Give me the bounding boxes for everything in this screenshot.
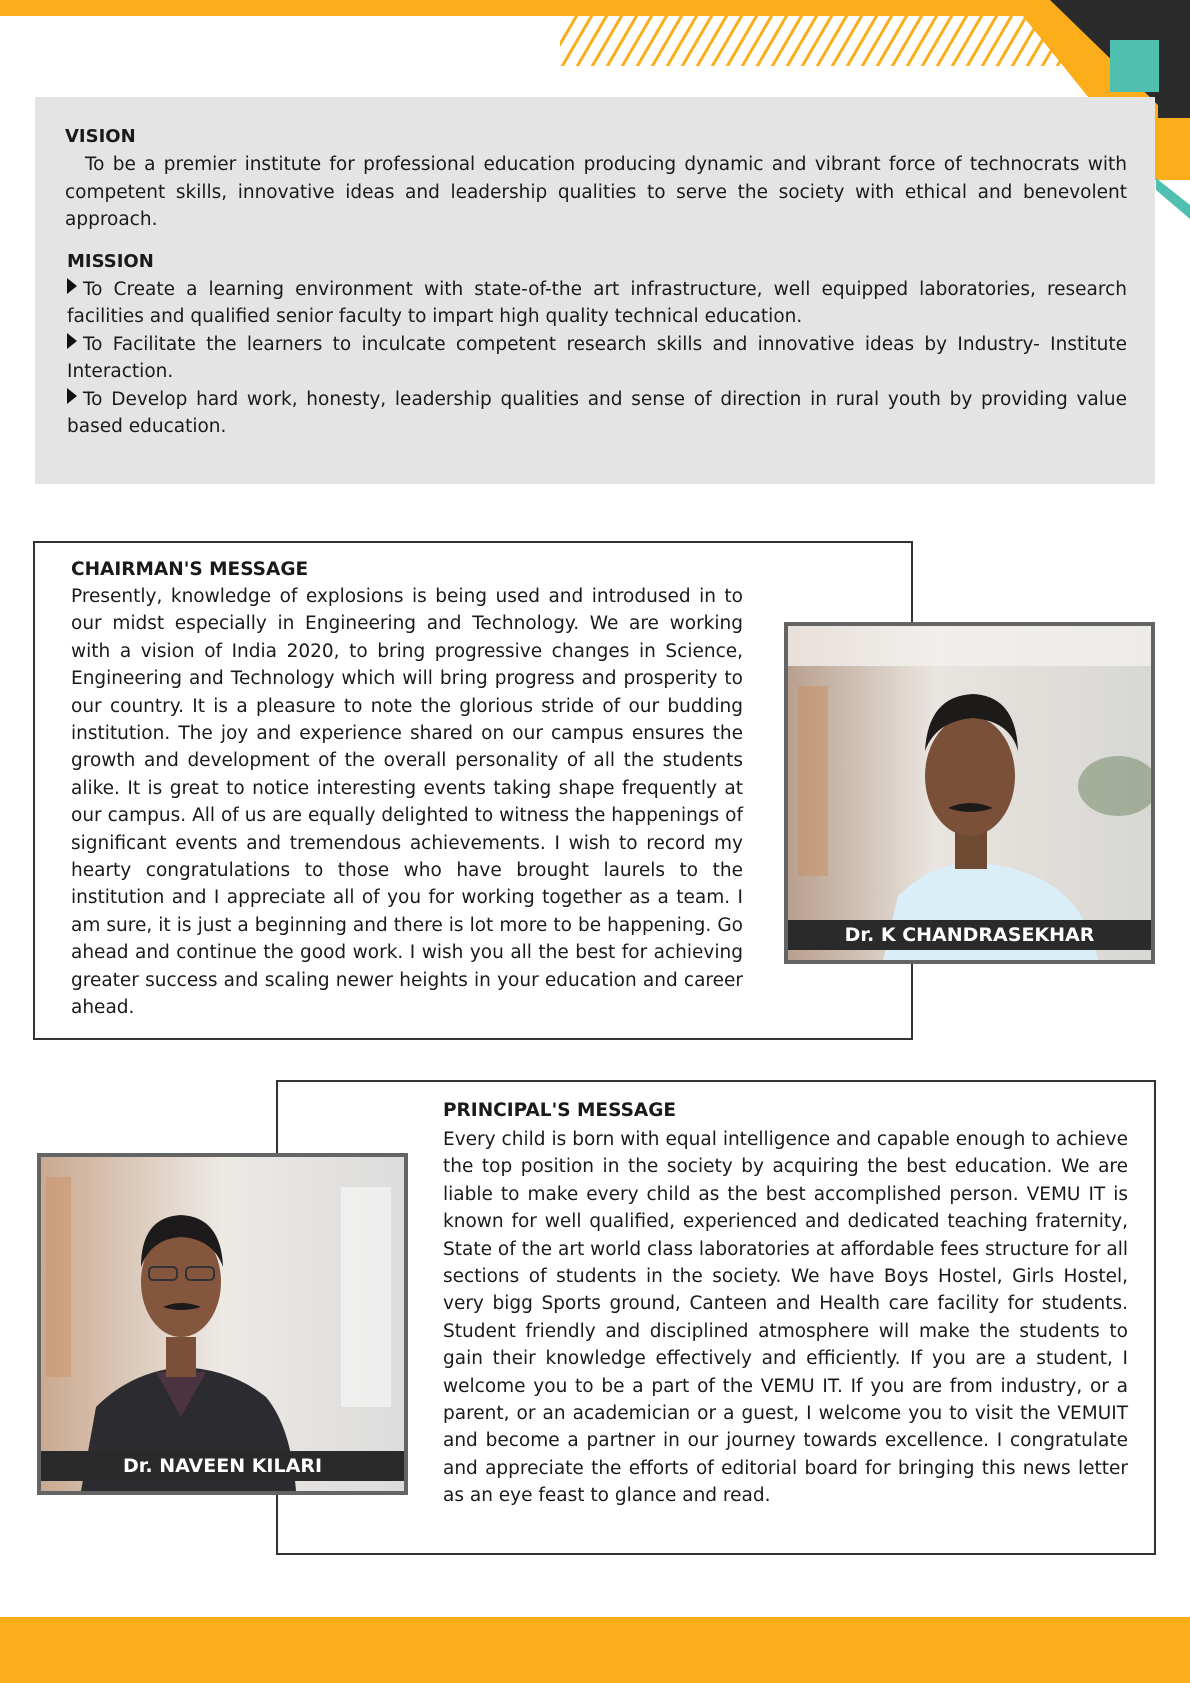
chairman-photo bbox=[784, 622, 1155, 964]
portrait-image bbox=[41, 1157, 404, 1491]
vision-mission-panel bbox=[35, 97, 1155, 484]
bottom-accent-bar bbox=[0, 1617, 1190, 1683]
principal-photo bbox=[37, 1153, 408, 1495]
principal-name: Dr. NAVEEN KILARI bbox=[41, 1451, 404, 1481]
mission-item bbox=[65, 331, 1127, 386]
mission-item-text: To Create a learning environment with state-of-the art infrastructure, well equipped laboratories, research facilities and qualified senior faculty to impart high quality technical education. bbox=[67, 278, 1127, 327]
mission-item bbox=[65, 386, 1127, 441]
bullet-triangle-icon bbox=[67, 333, 77, 349]
bullet-triangle-icon bbox=[67, 278, 77, 294]
mission-item-text: To Develop hard work, honesty, leadership qualities and sense of direction in rural youth by providing value based education. bbox=[67, 388, 1127, 437]
principal-message-title: PRINCIPAL'S MESSAGE bbox=[443, 1100, 677, 1121]
vision-text: To be a premier institute for professional education producing dynamic and vibrant force of technocrats with competent skills, innovative ideas and leadership qualities to serve the society with ethical and benevolent approach. bbox=[65, 154, 1127, 230]
mission-heading: MISSION bbox=[67, 250, 154, 272]
chairman-message-text: Presently, knowledge of explosions is being used and introdused in to our midst especially in Engineering and Technology. We are working with a vision of India 2020, to bring progressive changes in Science, Engineering and Technology which will bring progress and prosperity to our country. It is a pleasure to note the glorious stride of our budding institution. The joy and experience shared on our campus ensures the growth and development of the overall personality of all the students alike. It is great to notice interesting events taking shape frequently at our campus. All of us are equally delighted to witness the happenings of significant events and tremendous achievements. I wish to record my hearty congratulations to those who have brought laurels to the institution and I appreciate all of you for working together as a team. I am sure, it is just a beginning and there is lot more to be happening. Go ahead and continue the good work. I wish you all the best for achieving greater success and scaling newer heights in your education and career ahead. bbox=[71, 586, 743, 1019]
mission-item bbox=[65, 276, 1127, 331]
vision-heading: VISION bbox=[65, 126, 136, 147]
mission-item-text: To Facilitate the learners to inculcate competent research skills and innovative ideas by Industry- Institute Interaction. bbox=[67, 333, 1127, 382]
portrait-image bbox=[788, 626, 1151, 960]
bullet-triangle-icon bbox=[67, 388, 77, 404]
principal-message-text: Every child is born with equal intelligence and capable enough to achieve the top position in the society by acquiring the best education. We are liable to make every child as the best accomplished person. VEMU IT is known for well qualified, experienced and dedicated teaching fraternity, State of the art world class laboratories at affordable fees structure for all sections of students in the society. We have Boys Hostel, Girls Hostel, very bigg Sports ground, Canteen and Health care facility for students. Student friendly and disciplined atmosphere will make the students to gain their knowledge effectively and efficiently. If you are a student, I welcome you to be a part of the VEMU IT. If you are from industry, or a parent, or an academician or a guest, I welcome you to visit the VEMUIT and become a partner in our journey towards excellence. I congratulate and appreciate the efforts of editorial board for bringing this news letter as an eye feast to glance and read. bbox=[443, 1129, 1128, 1507]
chairman-name: Dr. K CHANDRASEKHAR bbox=[788, 920, 1151, 950]
chairman-message-title: CHAIRMAN'S MESSAGE bbox=[71, 559, 309, 580]
